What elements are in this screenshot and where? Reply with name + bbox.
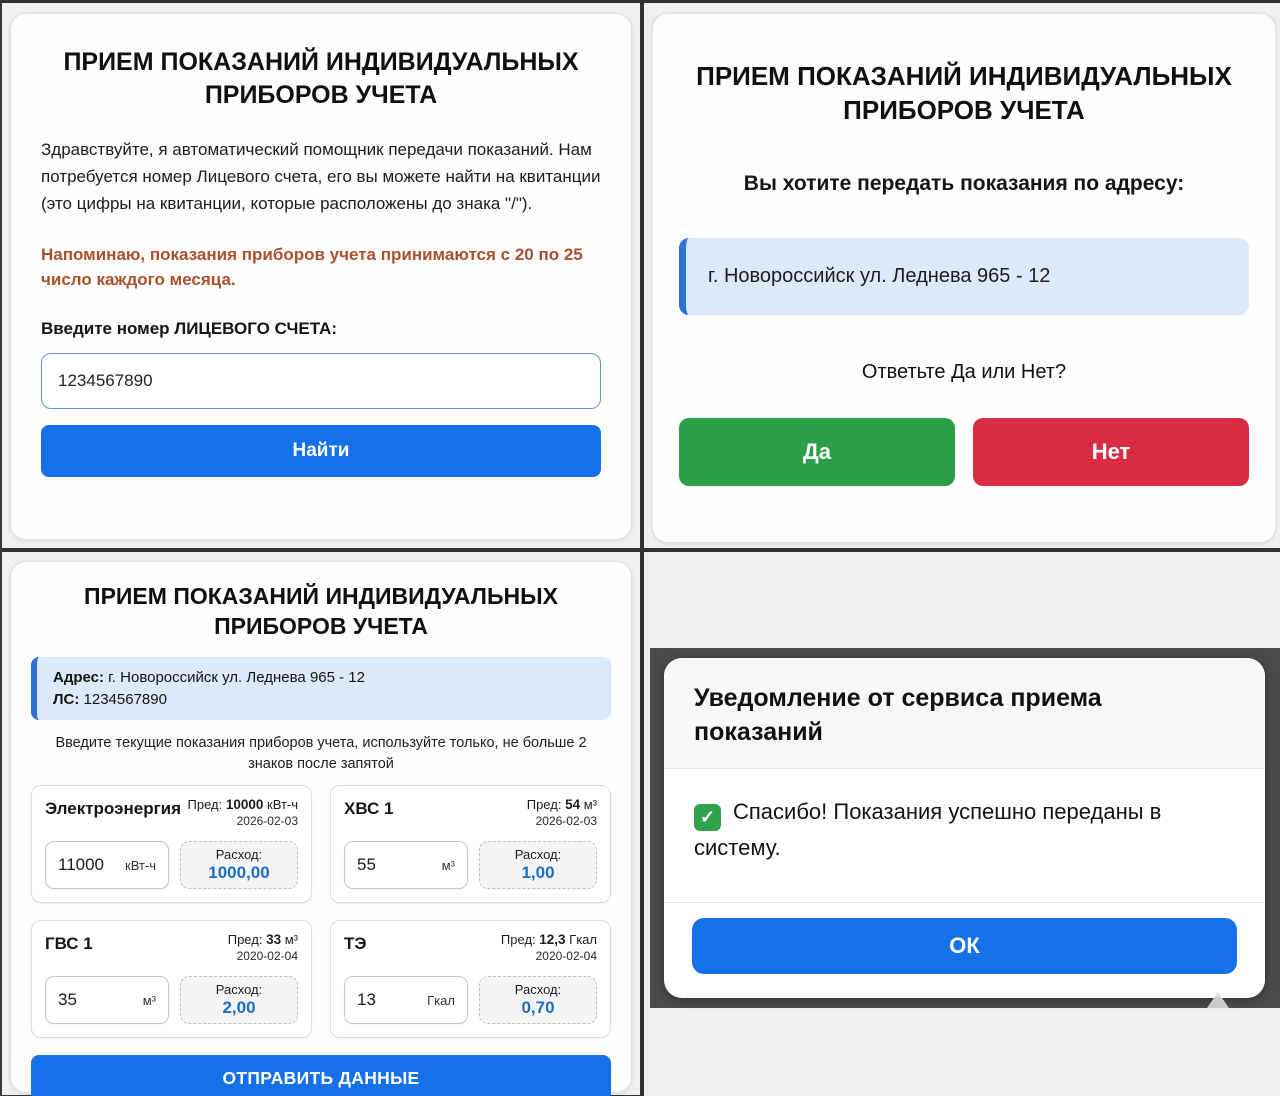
meter-unit-label: м³ xyxy=(142,992,156,1008)
consumption-value: 1000,00 xyxy=(208,863,270,883)
readings-instruction: Введите текущие показания приборов учета, используйте только, не больше 2 знаков после запятой xyxy=(55,735,587,772)
meter-card-electricity xyxy=(31,785,312,903)
check-icon: ✓ xyxy=(694,804,721,831)
meter-consumption-box xyxy=(180,841,298,889)
meter-reading-field[interactable] xyxy=(45,841,169,889)
find-button[interactable]: Найти xyxy=(41,425,601,477)
meter-unit-label: м³ xyxy=(441,857,455,873)
meter-card-heat xyxy=(330,920,611,1038)
meter-name: ХВС 1 xyxy=(344,799,394,819)
panel-notification xyxy=(644,552,1280,1096)
meter-reading-value[interactable]: 35 xyxy=(58,990,77,1010)
panel-address-confirm xyxy=(644,3,1280,548)
meter-reading-field[interactable] xyxy=(45,976,169,1024)
consumption-label: Расход: xyxy=(514,847,562,863)
submit-data-button[interactable]: ОТПРАВИТЬ ДАННЫЕ xyxy=(31,1055,611,1096)
meter-reading-value[interactable]: 11000 xyxy=(58,855,105,875)
meter-header xyxy=(45,932,298,963)
meter-header xyxy=(344,797,597,828)
meter-previous-reading: Пред: 54 м³ xyxy=(526,797,597,813)
address-confirm-card xyxy=(652,13,1276,543)
meter-name: ТЭ xyxy=(344,934,367,954)
yes-no-button-row xyxy=(679,418,1249,486)
success-message-text: Спасибо! Показания успешно переданы в систему. xyxy=(694,798,1162,860)
meter-reading-value[interactable]: 55 xyxy=(357,855,376,875)
readings-form-card xyxy=(10,561,632,1093)
no-button[interactable]: Нет xyxy=(973,418,1249,486)
meter-previous-date: 2026-02-03 xyxy=(236,814,298,829)
yes-no-prompt: Ответьте Да или Нет? xyxy=(861,360,1067,383)
account-value: 1234567890 xyxy=(83,690,167,708)
address-account-box xyxy=(31,657,611,721)
reminder-warning-text: Напоминаю, показания приборов учета принимаются с 20 по 25 число каждого месяца. xyxy=(41,244,583,290)
meter-consumption-box xyxy=(479,841,597,889)
meter-name: Электроэнергия xyxy=(45,799,182,819)
consumption-label: Расход: xyxy=(514,982,562,998)
address-line xyxy=(53,667,595,689)
page-title: ПРИЕМ ПОКАЗАНИЙ ИНДИВИДУАЛЬНЫХ ПРИБОРОВ УЧЕТА xyxy=(63,48,579,109)
meter-unit-label: кВт-ч xyxy=(125,857,156,873)
meter-previous-reading: Пред: 12,3 Гкал xyxy=(500,932,597,948)
meter-previous-reading: Пред: 33 м³ xyxy=(227,932,298,948)
meter-input-row xyxy=(45,976,298,1024)
dialog-title: Уведомление от сервиса приема показаний xyxy=(694,684,1102,746)
success-message xyxy=(694,795,1235,864)
account-lookup-card xyxy=(10,13,632,540)
yes-button[interactable]: Да xyxy=(679,418,955,486)
meter-card-cold-water xyxy=(330,785,611,903)
consumption-value: 1,00 xyxy=(521,863,555,883)
page-title: ПРИЕМ ПОКАЗАНИЙ ИНДИВИДУАЛЬНЫХ ПРИБОРОВ УЧЕТА xyxy=(84,583,558,639)
greeting-text: Здравствуйте, я автоматический помощник передачи показаний. Нам потребуется номер Лицевого счета, его вы можете найти на квитанции (это цифры на квитанции, которые расположены до знака "/"). xyxy=(41,140,601,213)
account-label: ЛС: xyxy=(53,690,80,708)
meter-card-hot-water xyxy=(31,920,312,1038)
meter-previous-block xyxy=(228,932,298,963)
panel-readings-form xyxy=(2,552,640,1096)
consumption-value: 0,70 xyxy=(521,998,555,1018)
account-number-label: Введите номер ЛИЦЕВОГО СЧЕТА: xyxy=(41,318,337,338)
meter-previous-block xyxy=(188,797,299,828)
consumption-value: 2,00 xyxy=(222,998,256,1018)
meter-previous-date: 2026-02-03 xyxy=(535,814,597,829)
meter-input-row xyxy=(344,841,597,889)
dialog-footer xyxy=(664,903,1265,998)
meter-previous-date: 2020-02-04 xyxy=(236,949,298,964)
address-quote-box xyxy=(679,238,1249,315)
pointer-arrow-icon xyxy=(1207,992,1229,1008)
meter-reading-field[interactable] xyxy=(344,976,468,1024)
page-title: ПРИЕМ ПОКАЗАНИЙ ИНДИВИДУАЛЬНЫХ ПРИБОРОВ УЧЕТА xyxy=(696,61,1232,125)
address-question: Вы хотите передать показания по адресу: xyxy=(743,171,1185,195)
meter-previous-block xyxy=(501,932,597,963)
meter-reading-value[interactable]: 13 xyxy=(357,990,376,1010)
meter-previous-block xyxy=(527,797,597,828)
ok-button[interactable]: ОК xyxy=(692,918,1237,974)
meter-previous-reading: Пред: 10000 кВт-ч xyxy=(187,797,298,813)
account-line xyxy=(53,689,595,711)
horizontal-divider xyxy=(2,548,1280,552)
account-number-input[interactable] xyxy=(41,353,601,409)
consumption-label: Расход: xyxy=(215,847,263,863)
meter-name: ГВС 1 xyxy=(45,934,93,954)
meter-consumption-box xyxy=(479,976,597,1024)
meter-input-row xyxy=(344,976,597,1024)
meter-reading-field[interactable] xyxy=(344,841,468,889)
meter-unit-label: Гкал xyxy=(427,992,455,1008)
dialog-body xyxy=(664,769,1265,903)
meter-header xyxy=(344,932,597,963)
meter-grid xyxy=(31,785,611,1038)
address-label: Адрес: xyxy=(53,668,104,686)
panel-account-lookup xyxy=(2,3,640,548)
meter-previous-date: 2020-02-04 xyxy=(535,949,597,964)
address-value: г. Новороссийск ул. Леднева 965 - 12 xyxy=(108,668,365,686)
meter-input-row xyxy=(45,841,298,889)
dialog-header xyxy=(664,658,1265,768)
notification-dialog xyxy=(664,658,1265,998)
consumption-label: Расход: xyxy=(215,982,263,998)
meter-header xyxy=(45,797,298,828)
address-text: г. Новороссийск ул. Леднева 965 - 12 xyxy=(708,264,1051,287)
meter-consumption-box xyxy=(180,976,298,1024)
